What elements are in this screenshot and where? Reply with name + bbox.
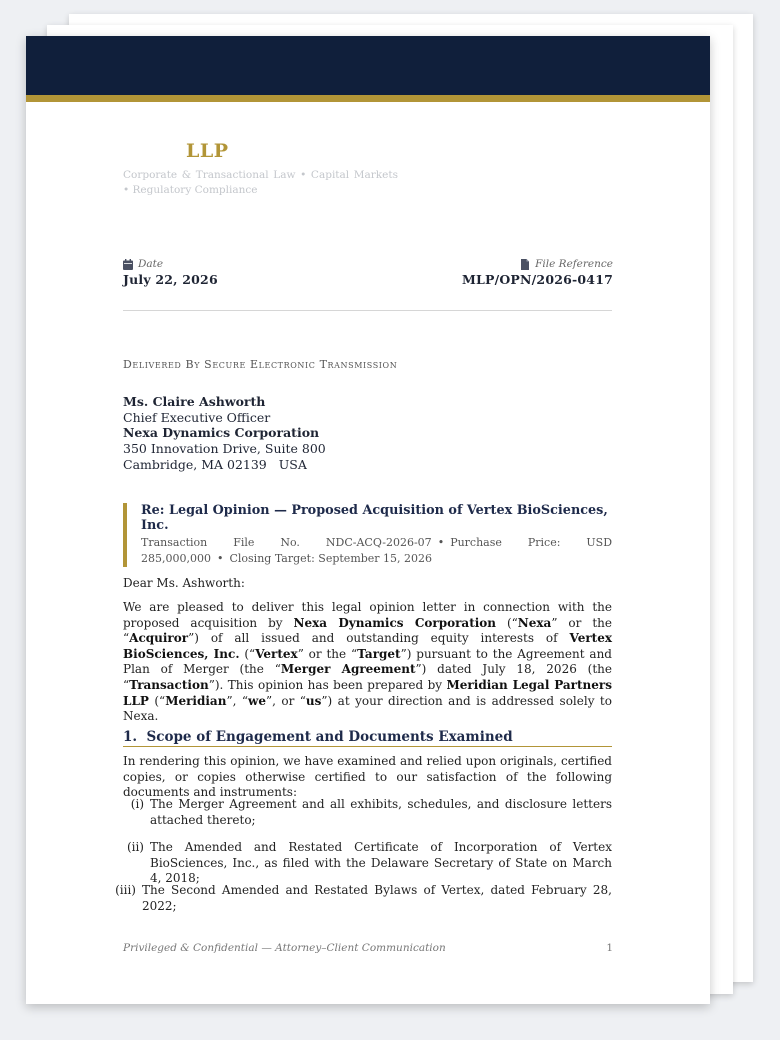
section-1-intro: In rendering this opinion, we have examined and relied upon originals, certified copies, or copies otherwise certified to our satisfaction of the following documents and instruments:: [123, 754, 612, 800]
list-item-text: The Merger Agreement and all exhibits, schedules, and disclosure letters attached thereto;: [150, 797, 612, 827]
letterhead-banner: [26, 36, 710, 95]
section-1-heading: [123, 729, 612, 747]
delivery-method: Delivered By Secure Electronic Transmission: [123, 358, 398, 371]
header-divider: [123, 310, 612, 311]
recipient-title: Chief Executive Officer: [123, 409, 271, 425]
intro-paragraph: We are pleased to deliver this legal opinion letter in connection with the proposed acquisition by Nexa Dynamics Corporation (“Nexa” or the “Acquiror”) of all issued and outstanding equity interests of Vertex BioSciences, Inc. (“Vertex” or the “Target”) pursuant to the Agreement and Plan of Merger (the “Merger Agreement”) dated July 18, 2026 (the “Transaction”). This opinion has been prepared by Meridian Legal Partners LLP (“Meridian”, “we”, or “us”) at your direction and is addressed solely to Nexa.: [123, 600, 612, 724]
letter-page: [26, 36, 710, 1004]
recipient-city-line: [123, 457, 326, 473]
salutation: Dear Ms. Ashworth:: [123, 576, 245, 590]
list-item-text: The Second Amended and Restated Bylaws of Vertex, dated February 28, 2022;: [142, 883, 612, 913]
recipient-address: [123, 394, 326, 473]
recipient-street: 350 Innovation Drive, Suite 800: [123, 441, 326, 457]
list-item: [116, 840, 612, 887]
footer-confidential-notice: Privileged & Confidential — Attorney–Client Communication: [123, 942, 446, 954]
list-item-number: (iii): [115, 883, 136, 897]
recipient-name: Ms. Claire Ashworth: [123, 394, 266, 409]
list-item-number: (ii): [126, 840, 144, 854]
list-item-text: The Amended and Restated Certificate of Incorporation of Vertex BioSciences, Inc., as filed with the Delaware Secretary of State on March 4, 2018;: [150, 840, 612, 886]
document-icon: [520, 259, 530, 270]
calendar-icon: [123, 259, 133, 270]
re-price: Purchase Price: USD 285,000,000: [141, 536, 613, 565]
letterhead-gold-rule: [26, 95, 710, 102]
recipient-city: Cambridge, MA 02139: [123, 456, 267, 472]
list-item: [116, 883, 612, 914]
re-title: Re: Legal Opinion — Proposed Acquisition of Vertex BioSciences, Inc.: [141, 503, 608, 533]
list-item-number: (i): [130, 797, 144, 811]
file-reference-label: File Reference: [535, 258, 613, 270]
firm-tagline: Corporate & Transactional Law • Capital Markets • Regulatory Compliance: [123, 169, 398, 196]
re-closing: Closing Target: September 15, 2026: [229, 552, 433, 565]
recipient-country: USA: [278, 456, 307, 472]
date-value: July 22, 2026: [123, 272, 218, 287]
date-block: [123, 258, 218, 287]
file-reference-value: MLP/OPN/2026-0417: [461, 272, 613, 287]
list-item: [116, 797, 612, 828]
section-number: 1.: [123, 729, 138, 745]
page-number: 1: [606, 942, 613, 954]
section-title: Scope of Engagement and Documents Examined: [146, 729, 513, 745]
re-file-number: Transaction File No. NDC-ACQ-2026-07: [141, 536, 432, 549]
file-reference-block: [462, 258, 613, 287]
firm-name-suffix: LLP: [186, 140, 229, 162]
file-reference-label-row: [462, 258, 613, 270]
recipient-company: Nexa Dynamics Corporation: [123, 425, 320, 441]
re-details: Transaction File No. NDC-ACQ-2026-07 • Purchase Price: USD 285,000,000 • Closing Target: September 15, 2026: [141, 536, 613, 565]
date-label: Date: [138, 258, 164, 270]
date-label-row: [123, 258, 218, 270]
re-line-block: [123, 503, 612, 567]
